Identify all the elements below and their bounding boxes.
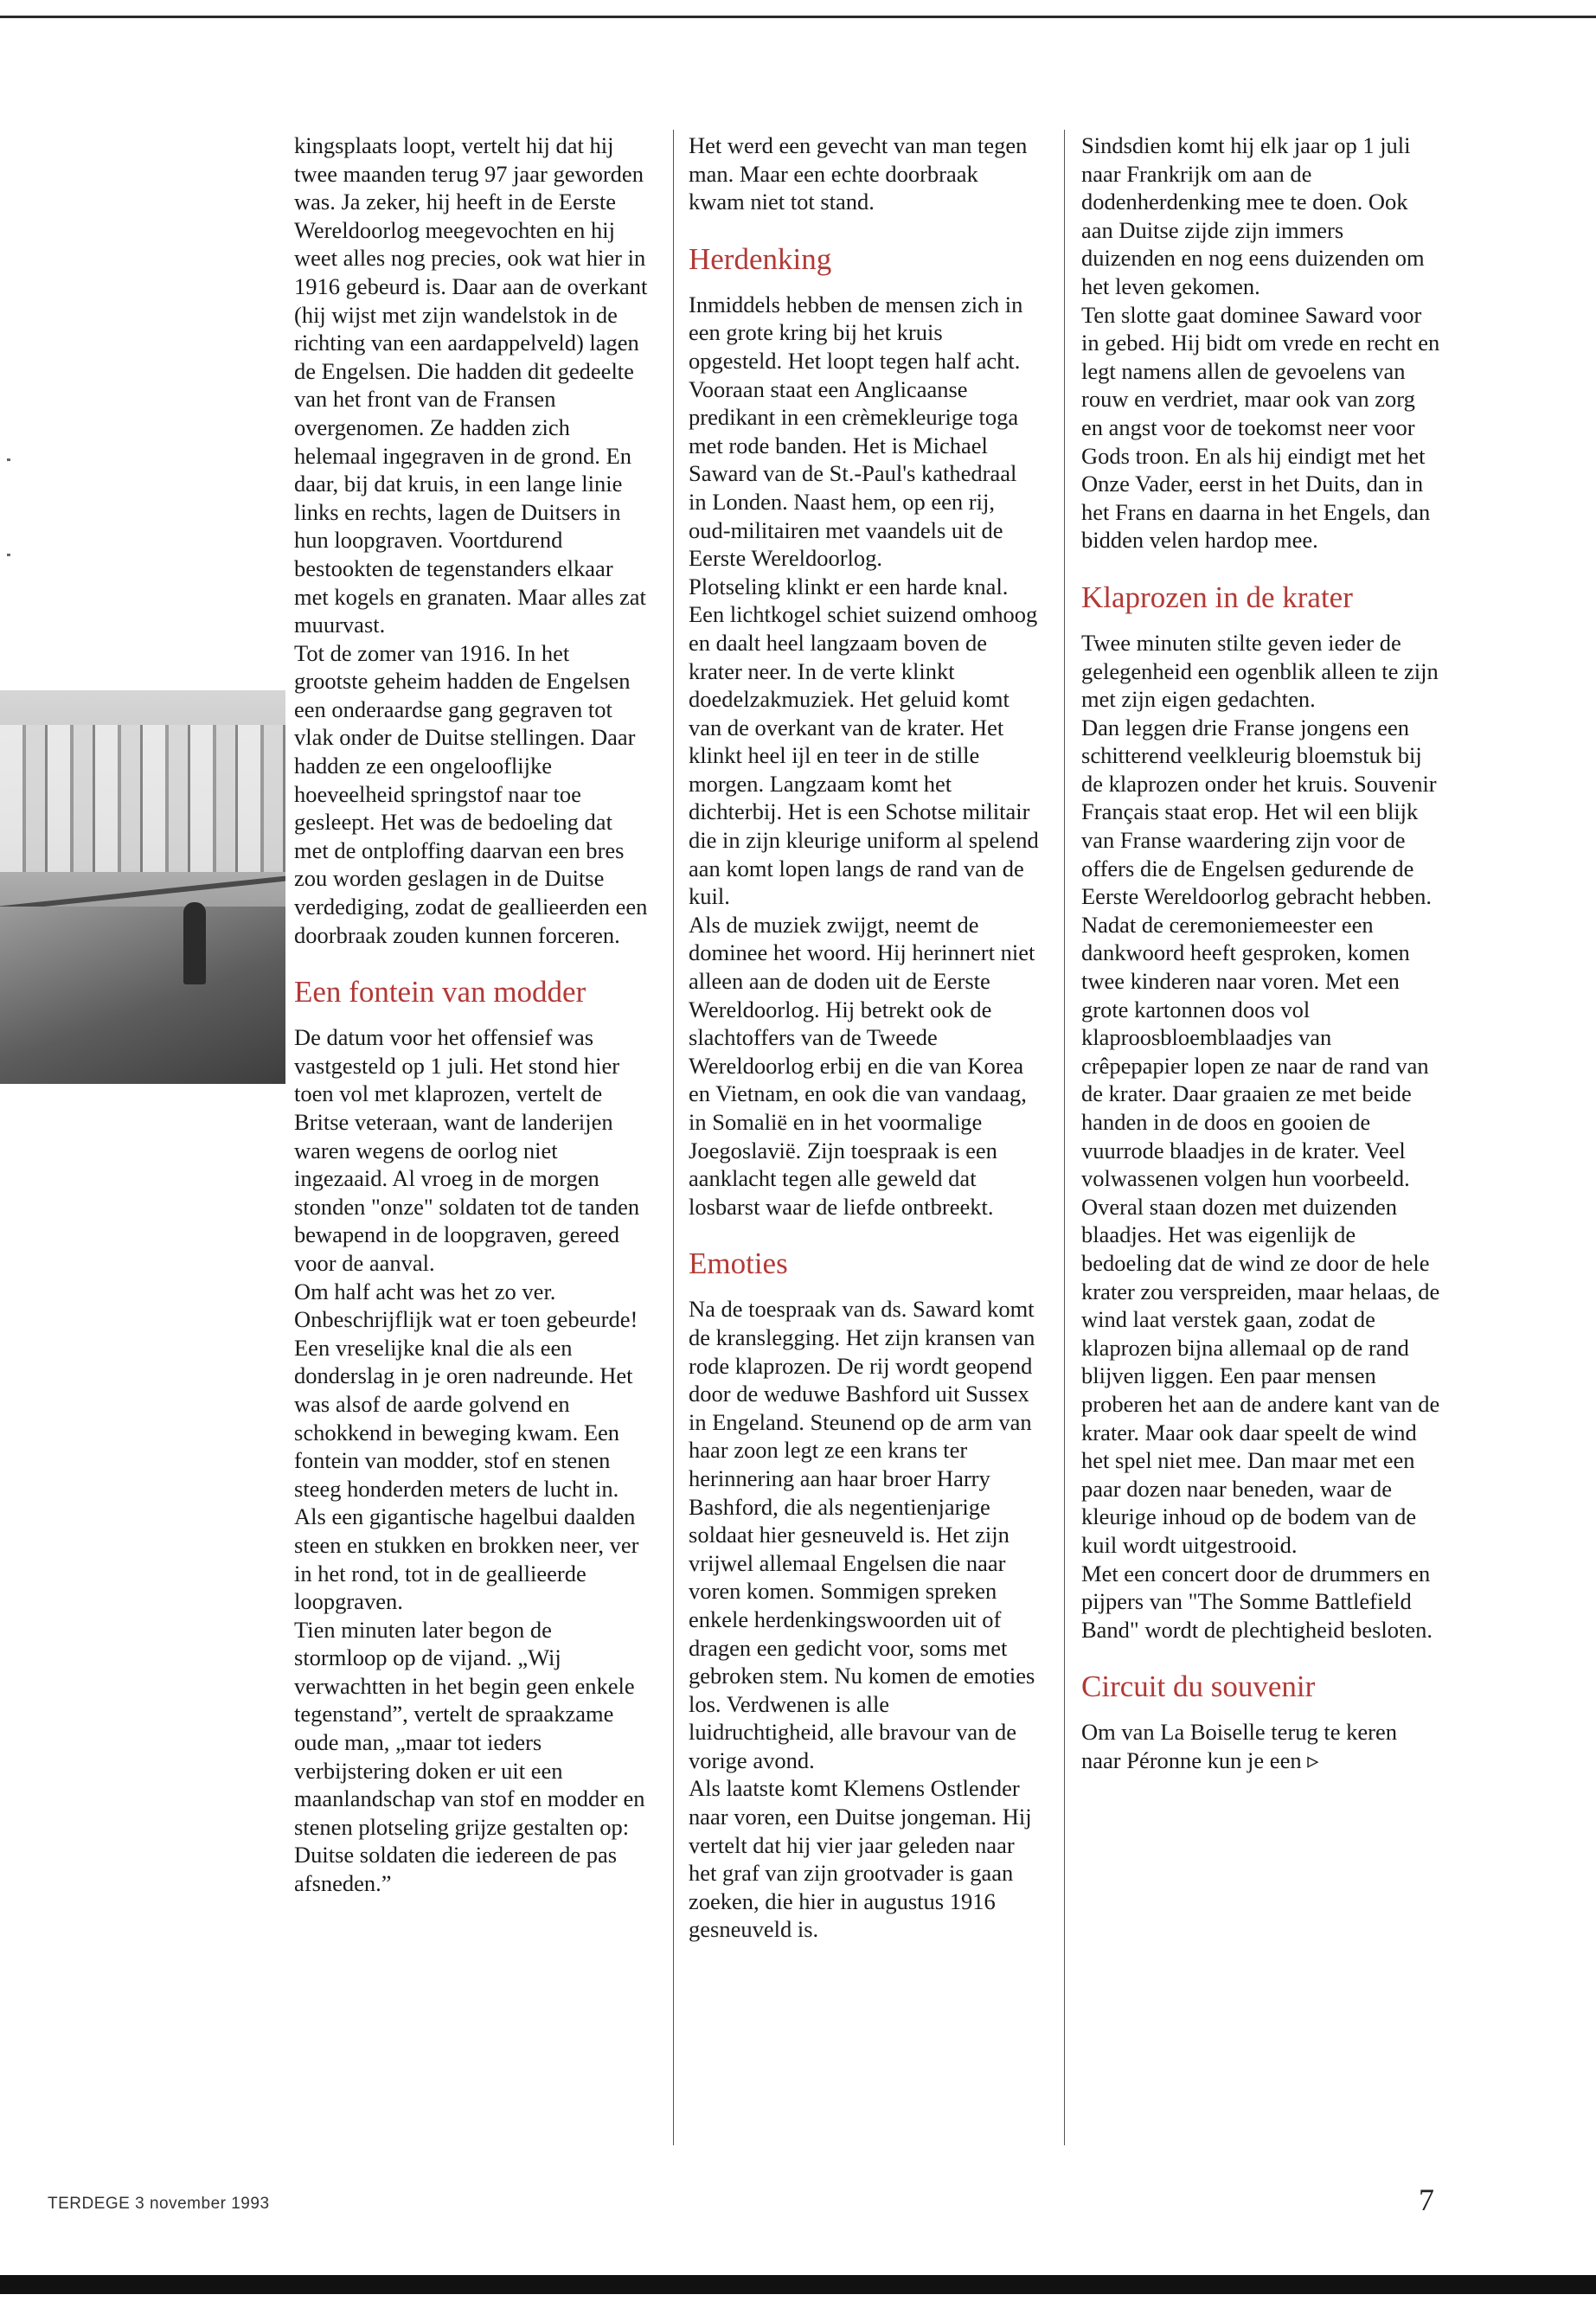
paragraph: Nadat de ceremoniemeester een dankwoord heeft gesproken, komen twee kinderen naar voren. Met een grote kartonnen doos vol klaproosbloemblaadjes van crêpepapier lopen ze naar de rand van de krater. Daar graaien ze met beide handen in de doos en gooien de vuurrode blaadjes in de krater. Veel volwassenen volgen hun voorbeeld. Overal staan dozen met duizenden blaadjes. Het was eigenlijk de bedoeling dat de wind ze door de hele krater zou verspreiden, maar helaas, de wind laat verstek gaan, zodat de klaprozen bijna allemaal op de rand blijven liggen. Een paar mensen proberen het aan de andere kant van de krater. Maar ook daar speelt de wind het spel niet mee. Dan maar met een paar dozen naar beneden, waar de kleurige inhoud op de bodem van de kuil wordt uitgestrooid. <box>1081 911 1440 1558</box>
top-rule <box>0 16 1596 18</box>
publication-footer: TERDEGE 3 november 1993 <box>48 2195 270 2213</box>
section-heading: Een fontein van modder <box>294 975 586 1009</box>
bottom-rule <box>0 2275 1596 2294</box>
paragraph: Ten slotte gaat dominee Saward voor in gebed. Hij bidt om vrede en recht en legt namens allen de gevoelens van rouw en verdriet, maar ook van zorg en angst voor de toekomst neer voor Gods troon. En als hij eindigt met het Onze Vader, eerst in het Duits, dan in het Frans en daarna in het Engels, dan bidden velen hardop mee. <box>1081 301 1440 554</box>
paragraph: Twee minuten stilte geven ieder de gelegenheid een ogenblik alleen te zijn met zijn eigen gedachten. <box>1081 629 1439 713</box>
paragraph: Om half acht was het zo ver. Onbeschrijflijk wat er toen gebeurde! Een vreselijke knal die als een donderslag in je oren nadreunde. Het was alsof de aarde golvend en schokkend in beweging kwam. Een fontein van modder, stof en stenen steeg honderden meters de lucht in. Als een gigantische hagelbui daalden steen en stukken en brokken neer, ver in het rond, tot in de geallieerde loopgraven. <box>294 1278 639 1615</box>
column-divider <box>1064 130 1065 2145</box>
article-column-3 <box>1081 131 1440 1774</box>
column-divider <box>673 130 674 2145</box>
section-heading: Klaprozen in de krater <box>1081 580 1353 614</box>
paragraph: Als laatste komt Klemens Ostlender naar voren, een Duitse jongeman. Hij vertelt dat hij vier jaar geleden naar het graf van zijn grootvader is gaan zoeken, die hier in augustus 1916 gesneuveld is. <box>689 1775 1032 1943</box>
article-column-1 <box>294 131 649 1898</box>
section-heading: Emoties <box>689 1247 788 1281</box>
paragraph: Plotseling klinkt er een harde knal. Een lichtkogel schiet suizend omhoog en daalt heel langzaam boven de krater neer. In de verte klinkt doedelzakmuziek. Het geluid komt van de overkant van de krater. Het klinkt heel ijl en teer in de stille morgen. Langzaam komt het dichterbij. Het is een Schotse militair die in zijn kleurige uniform al spelend aan komt lopen langs de rand van de kuil. <box>689 573 1039 910</box>
paragraph: Het werd een gevecht van man tegen man. Maar een echte doorbraak kwam niet tot stand. <box>689 132 1028 215</box>
exhibition-hall-photo <box>0 690 285 1084</box>
section-heading: Herdenking <box>689 241 832 276</box>
paragraph: Om van La Boiselle terug te keren naar Péronne kun je een ▹ <box>1081 1719 1397 1773</box>
paragraph: Na de toespraak van ds. Saward komt de kranslegging. Het zijn kransen van rode klaprozen. De rij wordt geopend door de weduwe Bashford uit Sussex in Engeland. Steunend op de arm van haar zoon legt ze een krans ter herinnering aan haar broer Harry Bashford, die als negentienjarige soldaat hier gesneuveld is. Het zijn vrijwel allemaal Engelsen die naar voren komen. Sommigen spreken enkele herdenkingswoorden uit of dragen een gedicht voor, soms met gebroken stem. Nu komen de emoties los. Verdwenen is alle luidruchtigheid, alle bravour van de vorige avond. <box>689 1296 1035 1773</box>
margin-mark <box>7 458 10 461</box>
paragraph: Tien minuten later begon de stormloop op de vijand. „Wij verwachtten in het begin geen enkele tegenstand”, vertelt de spraakzame oude man, „maar tot ieders verbijstering doken er uit een maanlandschap van stof en modder en stenen plotseling grijze gestalten op: Duitse soldaten die iedereen de pas afsneden.” <box>294 1616 645 1897</box>
paragraph: Met een concert door de drummers en pijpers van "The Somme Battlefield Band" wordt de plechtigheid besloten. <box>1081 1560 1433 1643</box>
section-heading: Circuit du souvenir <box>1081 1670 1316 1704</box>
paragraph: Sindsdien komt hij elk jaar op 1 juli naar Frankrijk om aan de dodenherdenking mee te doen. Ook aan Duitse zijde zijn immers duizenden en nog eens duizenden om het leven gekomen. <box>1081 132 1425 299</box>
page-number: 7 <box>1419 2182 1434 2217</box>
margin-mark <box>7 554 10 556</box>
paragraph: Als de muziek zwijgt, neemt de dominee het woord. Hij herinnert niet alleen aan de doden uit de Eerste Wereldoorlog. Hij betrekt ook de slachtoffers van de Tweede Wereldoorlog erbij en die van Korea en Vietnam, en ook die van vandaag, in Somalië en in het voormalige Joegoslavië. Zijn toespraak is een aanklacht tegen alle geweld dat losbarst waar de liefde ontbreekt. <box>689 911 1035 1220</box>
paragraph: Dan leggen drie Franse jongens een schitterend veelkleurig bloemstuk bij de klaprozen onder het kruis. Souvenir Français staat erop. Het wil een blijk van Franse waardering zijn voor de offers die de Engelsen gedurende de Eerste Wereldoorlog gebracht hebben. <box>1081 714 1437 910</box>
paragraph: De datum voor het offensief was vastgesteld op 1 juli. Het stond hier toen vol met klaprozen, vertelt de Britse veteraan, want de landerijen waren wegens de oorlog niet ingezaaid. Al vroeg in de morgen stonden "onze" soldaten tot de tanden bewapend in de loopgraven, gereed voor de aanval. <box>294 1024 640 1276</box>
paragraph: Tot de zomer van 1916. In het grootste geheim hadden de Engelsen een onderaardse gang gegraven tot vlak onder de Duitse stellingen. Daar hadden ze een ongelooflijke hoeveelheid springstof naar toe gesleept. Het was de bedoeling dat met de ontploffing daarvan een bres zou worden geslagen in de Duitse verdediging, zodat de geallieerden een doorbraak zouden kunnen forceren. <box>294 639 648 948</box>
article-column-2 <box>689 131 1039 1944</box>
paragraph: kingsplaats loopt, vertelt hij dat hij twee maanden terug 97 jaar geworden was. Ja zeker, hij heeft in de Eerste Wereldoorlog meegevochten en hij weet alles nog precies, ook wat hier in 1916 gebeurd is. Daar aan de overkant (hij wijst met zijn wandelstok in de richting van een aardappelveld) lagen de Engelsen. Die hadden dit gedeelte van het front van de Fransen overgenomen. Ze hadden zich helemaal ingegraven in de grond. En daar, bij dat kruis, in een lange linie links en rechts, lagen de Duitsers in hun loopgraven. Voortdurend bestookten de tegenstanders elkaar met kogels en granaten. Maar alles zat muurvast. <box>294 132 648 638</box>
paragraph: Inmiddels hebben de mensen zich in een grote kring bij het kruis opgesteld. Het loopt tegen half acht. Vooraan staat een Anglicaanse predikant in een crèmekleurige toga met rode banden. Het is Michael Saward van de St.-Paul's kathedraal in Londen. Naast hem, op een rij, oud-militairen met vaandels uit de Eerste Wereldoorlog. <box>689 291 1023 572</box>
